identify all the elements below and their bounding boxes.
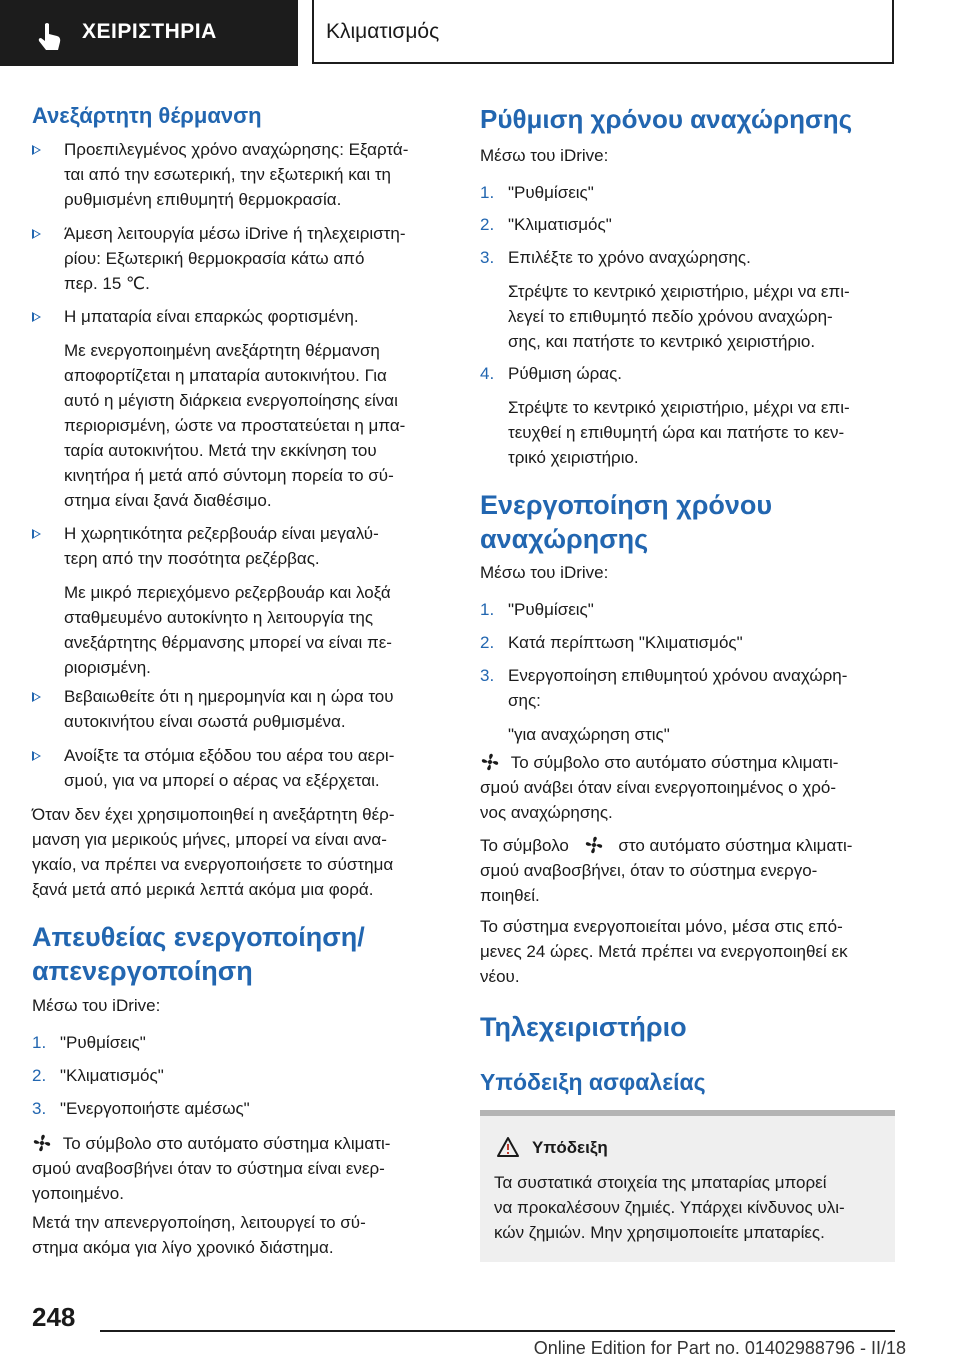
bullet-line: τερη από την ποσότητα ρεζέρβας. — [64, 549, 320, 568]
bullet-line: Η χωρητικότητα ρεζερβουάρ είναι μεγαλύ- — [64, 524, 379, 543]
header-bar — [0, 0, 960, 70]
heading-safety-note: Υπόδειξη ασφαλείας — [480, 1069, 706, 1095]
bullet-arrow-icon — [32, 229, 41, 239]
footer-edition: Online Edition for Part no. 01402988796 - II/18 — [533, 1338, 906, 1358]
manual-tab[interactable] — [0, 0, 298, 66]
bullet-arrow-icon — [32, 529, 41, 539]
warning-title: Υπόδειξη — [532, 1138, 608, 1157]
warning-box — [480, 1110, 895, 1262]
heading-set-departure-time: Ρύθμιση χρόνου αναχώρησης — [480, 104, 853, 134]
bullet-line: Άμεση λειτουργία μέσω iDrive ή τηλεχειριστη- — [64, 224, 406, 243]
bullet-line: περ. 15 ℃. — [64, 274, 150, 293]
page-number: 248 — [32, 1302, 76, 1332]
heading-activate-departure-time: Ενεργοποίηση χρόνου αναχώρησης — [480, 490, 773, 554]
bullet-line: ρίου: Εξωτερική θερμοκρασία κάτω από — [64, 249, 365, 268]
bullet-note: Με ενεργοποιημένη ανεξάρτητη θέρμανση αποφορτίζεται η μπαταρία αυτοκινήτου. Για αυτό η μέγιστη διάρκεια ενεργοποίησης είναι περιορισμένη, ώστε να προστατεύεται η μπα- ταρία αυτοκινήτου. Μετά την εκκίνηση του κινητήρα ή μετά από σύντομη πορεία το σύ- στημα είναι ξανά διαθέσιμο. — [64, 341, 406, 510]
heading-remote-control: Τηλεχειριστήριο — [480, 1012, 687, 1042]
paragraph: Όταν δεν έχει χρησιμοποιηθεί η ανεξάρτητη θέρ- μανση για μερικούς μήνες, μπορεί να είναι ανα- γκαίο, να πρέπει να ενεργοποιήσετε το σύστημα ξανά μετά από μερικά λεπτά ακόμα μια φορά. — [32, 805, 395, 899]
paragraph: Το σύστημα ενεργοποιείται μόνο, μέσα στις επό- μενες 24 ώρες. Μετά πρέπει να ενεργοποιηθεί εκ νέου. — [480, 917, 848, 986]
heading-direct-activation: Απευθείας ενεργοποίηση/ απενεργοποίηση — [32, 922, 365, 986]
hand-pointer-icon — [36, 22, 64, 52]
manual-tab-label: ΧΕΙΡΙΣΤΗΡΙΑ — [82, 20, 217, 43]
bullet-arrow-icon — [32, 692, 41, 702]
bullet-arrow-icon — [32, 145, 41, 155]
fan-icon — [584, 835, 604, 855]
fan-icon — [32, 1133, 52, 1153]
bullet-arrow-icon — [32, 751, 41, 761]
via-idrive-label: Μέσω του iDrive: — [480, 563, 609, 582]
bullet-line: Ανοίξτε τα στόμια εξόδου του αέρα του αερι- — [64, 746, 395, 765]
bullet-line: ται από την εσωτερική, την εξωτερική και τη — [64, 165, 392, 184]
bullet-line: Η μπαταρία είναι επαρκώς φορτισμένη. — [64, 307, 359, 326]
fan-icon — [480, 752, 500, 772]
via-idrive-label: Μέσω του iDrive: — [480, 146, 609, 165]
heading-independent-heating: Ανεξάρτητη θέρμανση — [32, 103, 262, 128]
warning-triangle-icon — [496, 1136, 520, 1158]
symbol-note: Το σύμβολο στο αυτόματο σύστημα κλιματι- σμού αναβοσβήνει όταν το σύστημα είναι ενερ- γοποιημένο. — [32, 1134, 391, 1203]
bullet-line: αυτοκινήτου είναι σωστά ρυθμισμένα. — [64, 712, 346, 731]
bullet-line: Βεβαιωθείτε ότι η ημερομηνία και η ώρα του — [64, 687, 394, 706]
footer-divider — [100, 1330, 895, 1332]
symbol-note: Το σύμβολο στο αυτόματο σύστημα κλιματι- σμού αναβοσβήνει, όταν το σύστημα ενεργο- ποιηθεί. — [480, 836, 853, 905]
paragraph: Μετά την απενεργοποίηση, λειτουργεί το σύ- στημα ακόμα για λίγο χρονικό διάστημα. — [32, 1213, 366, 1257]
section-tab-label: Κλιματισμός — [326, 20, 440, 43]
section-tab[interactable] — [312, 0, 894, 64]
bullet-arrow-icon — [32, 312, 41, 322]
step-note: Στρέψτε το κεντρικό χειριστήριο, μέχρι να επι- τευχθεί η επιθυμητή ώρα και πατήστε το κεν- τρικό χειριστήριο. — [508, 398, 850, 467]
bullet-line: σμού, για να μπορεί ο αέρας να εξέρχεται. — [64, 771, 380, 790]
warning-text: Τα συστατικά στοιχεία της μπαταρίας μπορεί να προκαλέσουν ζημιές. Υπάρχει κίνδυνος υλι- κών ζημιών. Μην χρησιμοποιείτε μπαταρίες. — [494, 1173, 845, 1242]
symbol-note: Το σύμβολο στο αυτόματο σύστημα κλιματι- σμού ανάβει όταν είναι ενεργοποιημένος ο χρό- νος αναχώρησης. — [480, 753, 839, 822]
bullet-line: Προεπιλεγμένος χρόνο αναχώρησης: Εξαρτά- — [64, 140, 409, 159]
bullet-line: ρυθμισμένη επιθυμητή θερμοκρασία. — [64, 190, 342, 209]
via-idrive-label: Μέσω του iDrive: — [32, 996, 161, 1015]
step-note: Στρέψτε το κεντρικό χειριστήριο, μέχρι να επι- λεγεί το επιθυμητό πεδίο χρόνου αναχώρη- σης, και πατήστε το κεντρικό χειριστήριο. — [508, 282, 850, 351]
bullet-note: Με μικρό περιεχόμενο ρεζερβουάρ και λοξά σταθμευμένο αυτοκίνητο η λειτουργία της ανεξάρτητης θέρμανσης μπορεί να είναι πε- ριορισμένη. — [64, 583, 392, 677]
